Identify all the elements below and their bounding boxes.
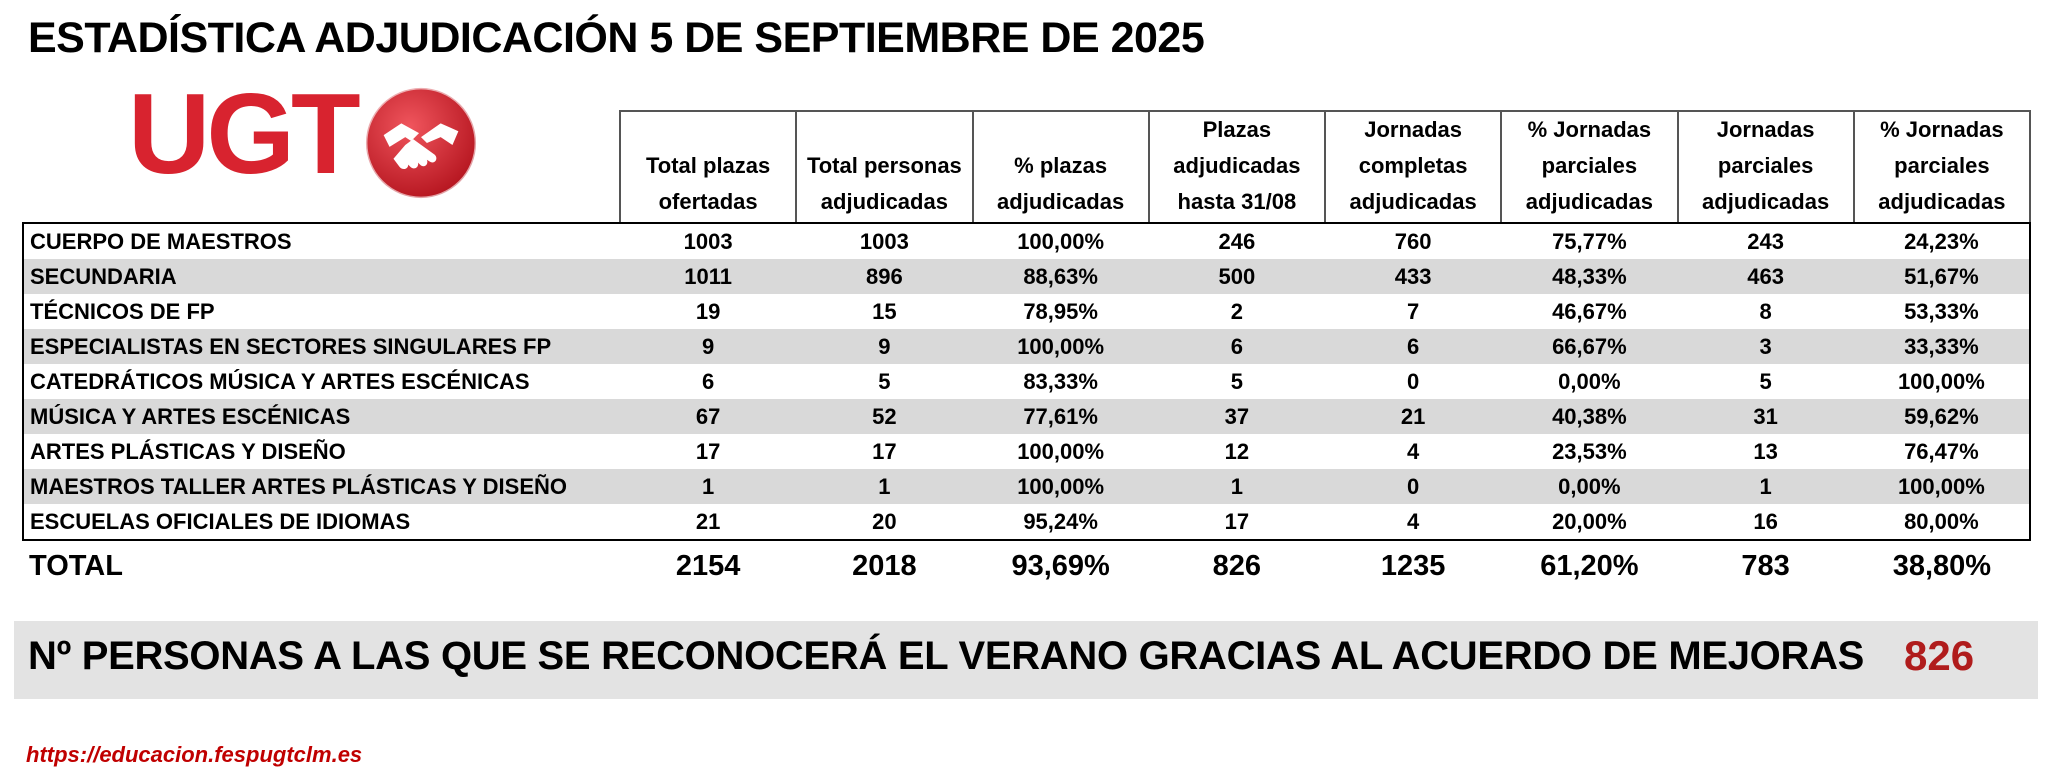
total-cell: 93,69% xyxy=(1011,549,1110,582)
table-cell: 4 xyxy=(1407,438,1420,464)
table-row xyxy=(23,329,2030,364)
banner-text: Nº PERSONAS A LAS QUE SE RECONOCERÁ EL VERANO GRACIAS AL ACUERDO DE MEJORAS xyxy=(28,634,1865,678)
table-cell: 51,67% xyxy=(1854,259,2030,294)
table-cell: 95,24% xyxy=(973,504,1149,540)
row-label: MÚSICA Y ARTES ESCÉNICAS xyxy=(23,399,620,434)
table-cell: 1011 xyxy=(620,259,796,294)
table-cell: 5 xyxy=(1759,368,1772,394)
table-cell: 1003 xyxy=(859,228,909,254)
column-header: Total plazas ofertadas xyxy=(620,111,796,223)
total-cell: 38,80% xyxy=(1892,549,1992,582)
table-cell: 21 xyxy=(1325,399,1501,434)
table-cell: 53,33% xyxy=(1854,294,2030,329)
table-cell: 46,67% xyxy=(1552,298,1627,324)
row-label: ARTES PLÁSTICAS Y DISEÑO xyxy=(23,434,620,469)
table-cell: 2 xyxy=(1230,298,1243,324)
table-cell: 6 xyxy=(702,368,715,394)
table-cell: 19 xyxy=(695,298,721,324)
table-cell: 17 xyxy=(872,438,897,464)
table-cell: 16 xyxy=(1678,504,1854,540)
table-cell: 23,53% xyxy=(1552,438,1627,464)
table-cell: 500 xyxy=(1149,259,1325,294)
row-label: ESPECIALISTAS EN SECTORES SINGULARES FP xyxy=(23,329,620,364)
table-cell: 100,00% xyxy=(973,329,1149,364)
row-label: MAESTROS TALLER ARTES PLÁSTICAS Y DISEÑO xyxy=(23,469,620,504)
table-cell: 1 xyxy=(1678,469,1854,504)
table-cell: 66,67% xyxy=(1501,329,1677,364)
table-cell: 76,47% xyxy=(1854,434,2030,469)
table-cell: 78,95% xyxy=(1023,298,1098,324)
total-row xyxy=(23,540,2030,591)
table-cell: 31 xyxy=(1678,399,1854,434)
row-label: SECUNDARIA xyxy=(23,259,620,294)
total-cell: 2154 xyxy=(675,549,741,582)
table-cell: 100,00% xyxy=(1017,438,1105,464)
total-cell: 2018 xyxy=(852,549,917,582)
column-header: Plazas adjudicadas hasta 31/08 xyxy=(1149,111,1325,223)
page-title: ESTADÍSTICA ADJUDICACIÓN 5 DE SEPTIEMBRE DE 2025 xyxy=(28,14,1205,62)
table-cell: 24,23% xyxy=(1854,223,2030,259)
column-header: % Jornadas parciales adjudicadas xyxy=(1501,111,1677,223)
total-label: TOTAL xyxy=(29,549,123,582)
table-cell: 1 xyxy=(796,469,972,504)
table-cell: 100,00% xyxy=(1017,228,1105,254)
table-row xyxy=(23,469,2030,504)
total-cell: 1235 xyxy=(1380,549,1446,582)
adjudication-table xyxy=(22,110,2031,591)
table-row xyxy=(23,399,2030,434)
column-header: % plazas adjudicadas xyxy=(973,111,1149,223)
table-row xyxy=(23,504,2030,540)
table-cell: 6 xyxy=(1149,329,1325,364)
table-cell: 48,33% xyxy=(1501,259,1677,294)
total-cell: 826 xyxy=(1212,549,1262,582)
summary-banner xyxy=(14,621,2038,699)
total-cell: 783 xyxy=(1741,549,1790,582)
table-cell: 20 xyxy=(796,504,972,540)
table-cell: 9 xyxy=(796,329,972,364)
table-cell: 100,00% xyxy=(1854,364,2030,399)
table-cell: 1003 xyxy=(683,228,733,254)
table-cell: 13 xyxy=(1753,438,1778,464)
table-cell: 77,61% xyxy=(973,399,1149,434)
table-cell: 88,63% xyxy=(973,259,1149,294)
table-cell: 433 xyxy=(1325,259,1501,294)
table-cell: 5 xyxy=(878,368,891,394)
table-cell: 17 xyxy=(1149,504,1325,540)
table-cell: 7 xyxy=(1407,298,1420,324)
row-label: CUERPO DE MAESTROS xyxy=(23,223,620,259)
table-cell: 1 xyxy=(620,469,796,504)
table-row xyxy=(23,223,2030,259)
table-cell: 246 xyxy=(1218,228,1256,254)
header-corner xyxy=(23,111,620,223)
column-header: % Jornadas parciales adjudicadas xyxy=(1854,111,2030,223)
table-cell: 463 xyxy=(1678,259,1854,294)
table-row xyxy=(23,259,2030,294)
table-cell: 80,00% xyxy=(1854,504,2030,540)
column-header: Total personas adjudicadas xyxy=(796,111,972,223)
row-label: CATEDRÁTICOS MÚSICA Y ARTES ESCÉNICAS xyxy=(23,364,620,399)
table-cell: 0,00% xyxy=(1501,469,1677,504)
column-header: Jornadas completas adjudicadas xyxy=(1325,111,1501,223)
table-cell: 8 xyxy=(1759,298,1772,324)
table-cell: 59,62% xyxy=(1854,399,2030,434)
table-cell: 17 xyxy=(695,438,721,464)
table-cell: 5 xyxy=(1230,368,1243,394)
column-header: Jornadas parciales adjudicadas xyxy=(1678,111,1854,223)
table-cell: 0,00% xyxy=(1558,368,1621,394)
total-cell: 61,20% xyxy=(1540,549,1639,582)
table-row xyxy=(23,294,2030,329)
footer-url: https://educacion.fespugtclm.es xyxy=(26,742,363,767)
table-row xyxy=(23,434,2030,469)
table-row xyxy=(23,364,2030,399)
table-cell: 6 xyxy=(1325,329,1501,364)
table-cell: 52 xyxy=(796,399,972,434)
table-cell: 40,38% xyxy=(1501,399,1677,434)
table-cell: 75,77% xyxy=(1552,228,1627,254)
table-cell: 33,33% xyxy=(1854,329,2030,364)
table-cell: 12 xyxy=(1224,438,1250,464)
row-label: ESCUELAS OFICIALES DE IDIOMAS xyxy=(23,504,620,540)
table-cell: 20,00% xyxy=(1501,504,1677,540)
table-cell: 21 xyxy=(620,504,796,540)
table-cell: 37 xyxy=(1149,399,1325,434)
banner-value: 826 xyxy=(1904,632,1975,679)
table-cell: 67 xyxy=(620,399,796,434)
table-cell: 83,33% xyxy=(1023,368,1098,394)
table-header-row xyxy=(23,111,2030,223)
table-cell: 1 xyxy=(1149,469,1325,504)
table-cell: 100,00% xyxy=(973,469,1149,504)
logo-text: UGT xyxy=(128,71,357,198)
table-cell: 3 xyxy=(1678,329,1854,364)
table-cell: 760 xyxy=(1394,228,1432,254)
table-cell: 4 xyxy=(1325,504,1501,540)
table-cell: 243 xyxy=(1747,228,1784,254)
table-cell: 100,00% xyxy=(1854,469,2030,504)
row-label: TÉCNICOS DE FP xyxy=(23,294,620,329)
table-cell: 896 xyxy=(796,259,972,294)
table-cell: 15 xyxy=(872,298,897,324)
table-cell: 0 xyxy=(1407,368,1420,394)
table-cell: 0 xyxy=(1325,469,1501,504)
table-cell: 9 xyxy=(620,329,796,364)
